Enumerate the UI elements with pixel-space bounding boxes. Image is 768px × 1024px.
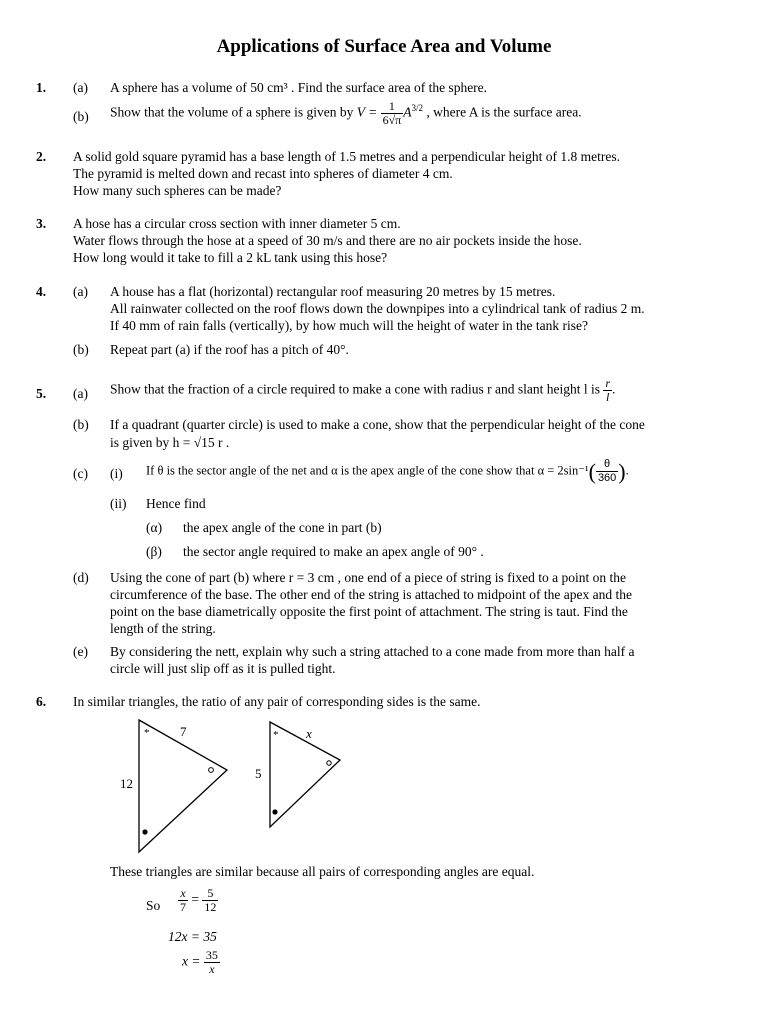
q5-e-label: (e) [73, 644, 88, 659]
q6-eq3-den: x [209, 962, 215, 976]
similar-triangles-diagram [100, 712, 360, 860]
q6-eq1-left-fraction [178, 887, 188, 914]
q1-a-label: (a) [73, 80, 88, 95]
q6-eq1-ld: 7 [180, 900, 186, 914]
q1-b-line [110, 100, 582, 127]
q5-cii-label: (ii) [110, 496, 127, 511]
small-triangle-side-top: x [306, 726, 312, 741]
q5-b-line-1: If a quadrant (quarter circle) is used to make a cone, show that the perpendicular height of the cone [110, 417, 645, 432]
small-triangle [270, 722, 340, 827]
q5-d-line-2: circumference of the base. The other end of the string is attached to midpoint of the apex and the [110, 587, 632, 602]
q6-eq1-right-fraction [202, 887, 218, 914]
q1-b-formula-a: A [403, 104, 412, 120]
q6-eq3-lhs: x = [182, 953, 201, 969]
q1-a-text: A sphere has a volume of 50 cm³ . Find the surface area of the sphere. [110, 80, 488, 95]
q6-eq1-ln: x [178, 887, 188, 901]
q1-b-frac-num: 1 [381, 100, 404, 114]
q5-ci-frac-num: θ [596, 458, 618, 472]
q6-equation-1 [178, 887, 218, 914]
q5-d-line-4: length of the string. [110, 621, 216, 636]
q5-c-label: (c) [73, 466, 88, 481]
small-triangle-filled-angle-mark [272, 809, 277, 814]
q1-b-frac-den: 6√π [382, 113, 402, 127]
q5-b-line-2: is given by h = √15 r . [110, 435, 230, 450]
q5-ci-fraction [596, 458, 618, 485]
q5-alpha-text: the apex angle of the cone in part (b) [183, 520, 382, 535]
large-triangle-star: * [144, 727, 150, 739]
small-triangle-side-left: 5 [255, 766, 262, 781]
q1-b-label: (b) [73, 109, 89, 124]
q5-e-line-2: circle will just slip off as it is pulled tight. [110, 661, 336, 676]
question-number-3: 3. [36, 216, 47, 231]
q5-a-pre: Show that the fraction of a circle required to make a cone with radius r and slant height l is [110, 381, 600, 397]
question-number-1: 1. [36, 80, 47, 95]
q1-b-formula-exp: 3/2 [411, 103, 424, 114]
q5-a-label: (a) [73, 386, 88, 401]
q6-eq1-rd: 12 [204, 900, 217, 914]
large-triangle-side-top: 7 [180, 724, 187, 739]
q5-beta-label: (β) [146, 544, 162, 559]
q6-eq3-fraction [204, 949, 220, 976]
q6-eq3-num: 35 [205, 948, 218, 962]
q1-b-pre: Show that the volume of a sphere is given by [110, 104, 354, 120]
question-number-2: 2. [36, 149, 47, 164]
q6-equation-2: 12x = 35 [168, 929, 217, 944]
q1-b-post: , where A is the surface area. [426, 104, 582, 120]
large-triangle-filled-angle-mark [142, 829, 147, 834]
q4-a-line-1: A house has a flat (horizontal) rectangular roof measuring 20 metres by 15 metres. [110, 284, 556, 299]
q6-equation-3 [182, 949, 220, 976]
q4-b-label: (b) [73, 342, 89, 357]
question-number-4: 4. [36, 284, 47, 299]
q3-line-2: Water flows through the hose at a speed of 30 m/s and there are no air pockets inside the hose. [73, 233, 582, 248]
q5-cii-text: Hence find [146, 496, 206, 511]
q5-beta-text: the sector angle required to make an apex angle of 90° . [183, 544, 484, 559]
q6-intro: In similar triangles, the ratio of any pair of corresponding sides is the same. [73, 694, 481, 709]
right-paren: ) [618, 459, 626, 484]
q6-so: So [146, 898, 161, 913]
small-triangle-star: * [273, 729, 279, 741]
q2-line-3: How many such spheres can be made? [73, 183, 282, 198]
q6-similar-text: These triangles are similar because all pairs of corresponding angles are equal. [110, 864, 535, 879]
q5-ci-label: (i) [110, 466, 123, 481]
small-triangle-open-angle-mark [327, 761, 331, 765]
q5-d-line-1: Using the cone of part (b) where r = 3 cm , one end of a piece of string is fixed to a point on the [110, 570, 626, 585]
q5-a-frac-den: l [606, 390, 610, 404]
q5-ci-line: If θ is the sector angle of the net and α is the apex angle of the cone show that α = 2sin⁻¹( $\frac{\theta}{360}$ ). [146, 458, 629, 484]
q1-b-fraction [381, 100, 404, 127]
q5-ci-frac-den: 360 [597, 472, 617, 484]
q4-a-line-3: If 40 mm of rain falls (vertically), by how much will the height of water in the tank rise? [110, 318, 588, 333]
q5-a-line: Show that the fraction of a circle required to make a cone with radius r and slant height l is $\frac{r}{l}$ . [110, 376, 616, 404]
q3-line-3: How long would it take to fill a 2 kL tank using this hose? [73, 250, 388, 265]
q3-line-1: A hose has a circular cross section with inner diameter 5 cm. [73, 216, 401, 231]
q4-b-text: Repeat part (a) if the roof has a pitch of 40°. [110, 342, 349, 357]
q5-ci-pre: If θ is the sector angle of the net and α is the apex angle of the cone show that α = 2sin⁻¹ [146, 463, 589, 478]
q5-e-line-1: By considering the nett, explain why such a string attached to a cone made from more than half a [110, 644, 635, 659]
q4-a-label: (a) [73, 284, 88, 299]
question-number-5: 5. [36, 386, 47, 401]
q6-eq1-rn: 5 [202, 887, 218, 901]
q6-eq1-equals: = [191, 891, 199, 907]
q5-a-fraction [603, 377, 612, 404]
q2-line-2: The pyramid is melted down and recast into spheres of diameter 4 cm. [73, 166, 453, 181]
q5-a-frac-num: r [605, 376, 611, 390]
q5-alpha-label: (α) [146, 520, 163, 535]
question-number-6: 6. [36, 694, 47, 709]
q4-a-line-2: All rainwater collected on the roof flows down the downpipes into a cylindrical tank of radius 2 m. [110, 301, 645, 316]
left-paren: ( [588, 459, 596, 484]
large-triangle [139, 720, 227, 852]
q5-d-label: (d) [73, 570, 89, 585]
q5-b-label: (b) [73, 417, 89, 432]
page-title: Applications of Surface Area and Volume [216, 36, 552, 57]
q5-d-line-3: point on the base diametrically opposite the first point of attachment. The string is taut. Find the [110, 604, 628, 619]
large-triangle-open-angle-mark [209, 768, 214, 773]
large-triangle-side-left: 12 [120, 776, 133, 791]
q1-b-formula-v: V = [356, 104, 378, 120]
q2-line-1: A solid gold square pyramid has a base length of 1.5 metres and a perpendicular height of 1.8 metres. [73, 149, 620, 164]
